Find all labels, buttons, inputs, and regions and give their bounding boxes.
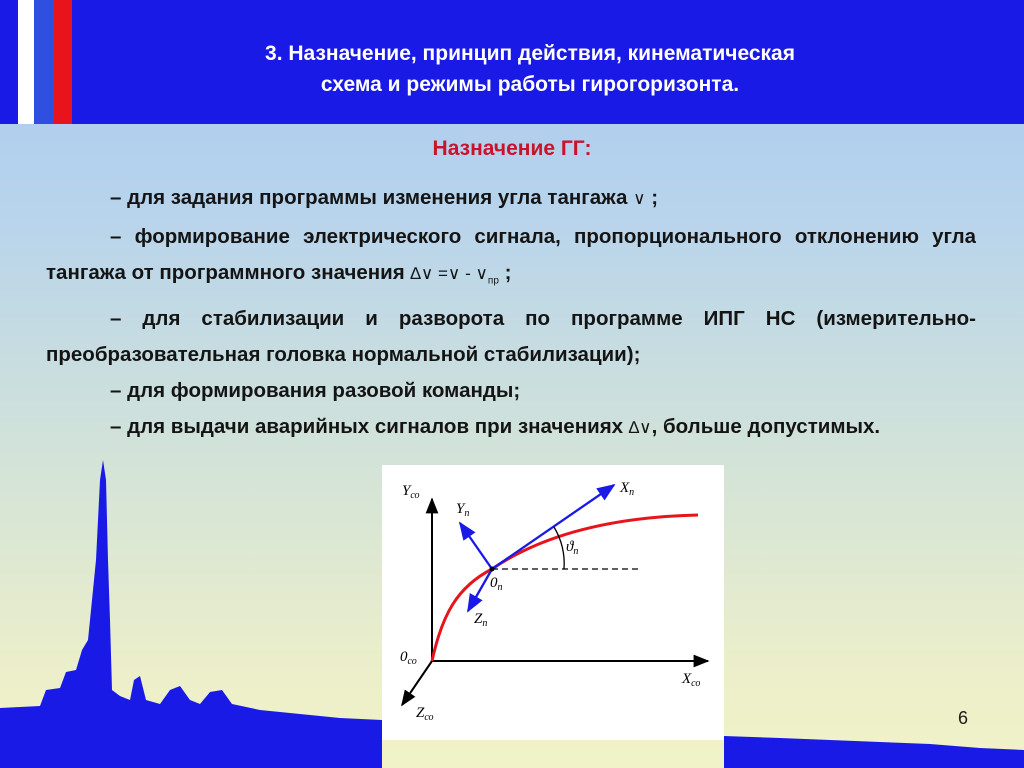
formula-main: ∆∨ =∨ - ∨ — [410, 264, 488, 283]
list-item-2-end: ; — [504, 261, 512, 284]
list-item-4: – для формирования разовой команды; — [110, 379, 521, 403]
label-x-p: $X_п$ — [620, 480, 635, 498]
slide-title-line-2: схема и режимы работы гирогоризонта. — [320, 73, 740, 96]
section-title: Назначение ГГ: — [432, 137, 592, 160]
list-item-2-text: – формирование электрического сигнала, пропорционального отклонению угла тангажа от программного значения — [46, 225, 976, 284]
page-number: 6 — [957, 708, 968, 728]
list-item-5-text-a: – для выдачи аварийных сигналов при значениях — [110, 415, 624, 439]
pitch-symbol: ∨ — [633, 189, 646, 208]
kinematic-diagram — [382, 465, 724, 740]
origin-p-point — [490, 567, 495, 572]
label-origin-p: $0_п$ — [490, 575, 503, 593]
formula-subscript: пр — [487, 275, 499, 287]
label-z-p: $Z_п$ — [474, 611, 488, 629]
label-pitch-angle: $ϑ_п$ — [566, 539, 579, 557]
axis-z-co — [402, 661, 432, 705]
slide-title-line-1: 3. Назначение, принцип действия, кинематическая — [265, 42, 795, 65]
list-item-5-text-b: , больше допустимых. — [651, 415, 881, 439]
axis-y-p — [460, 523, 492, 569]
trajectory-curve — [432, 515, 698, 661]
delta-pitch-symbol: ∆∨ — [628, 418, 652, 438]
list-item-1-text: – для задания программы изменения угла тангажа — [110, 186, 628, 209]
label-y-co: $Y_{со}$ — [402, 483, 420, 501]
label-origin-co: $0_{со}$ — [400, 649, 417, 667]
list-item-3: – для стабилизации и разворота по программе ИПГ НС (измерительно-преобразовательная головка нормальной стабилизации); — [46, 307, 976, 367]
label-z-co: $Z_{со}$ — [416, 705, 434, 723]
list-item-1-end: ; — [651, 186, 659, 209]
label-y-p: $Y_п$ — [456, 501, 470, 519]
label-x-co: $X_{со}$ — [682, 671, 701, 689]
pitch-angle-arc — [554, 527, 564, 569]
